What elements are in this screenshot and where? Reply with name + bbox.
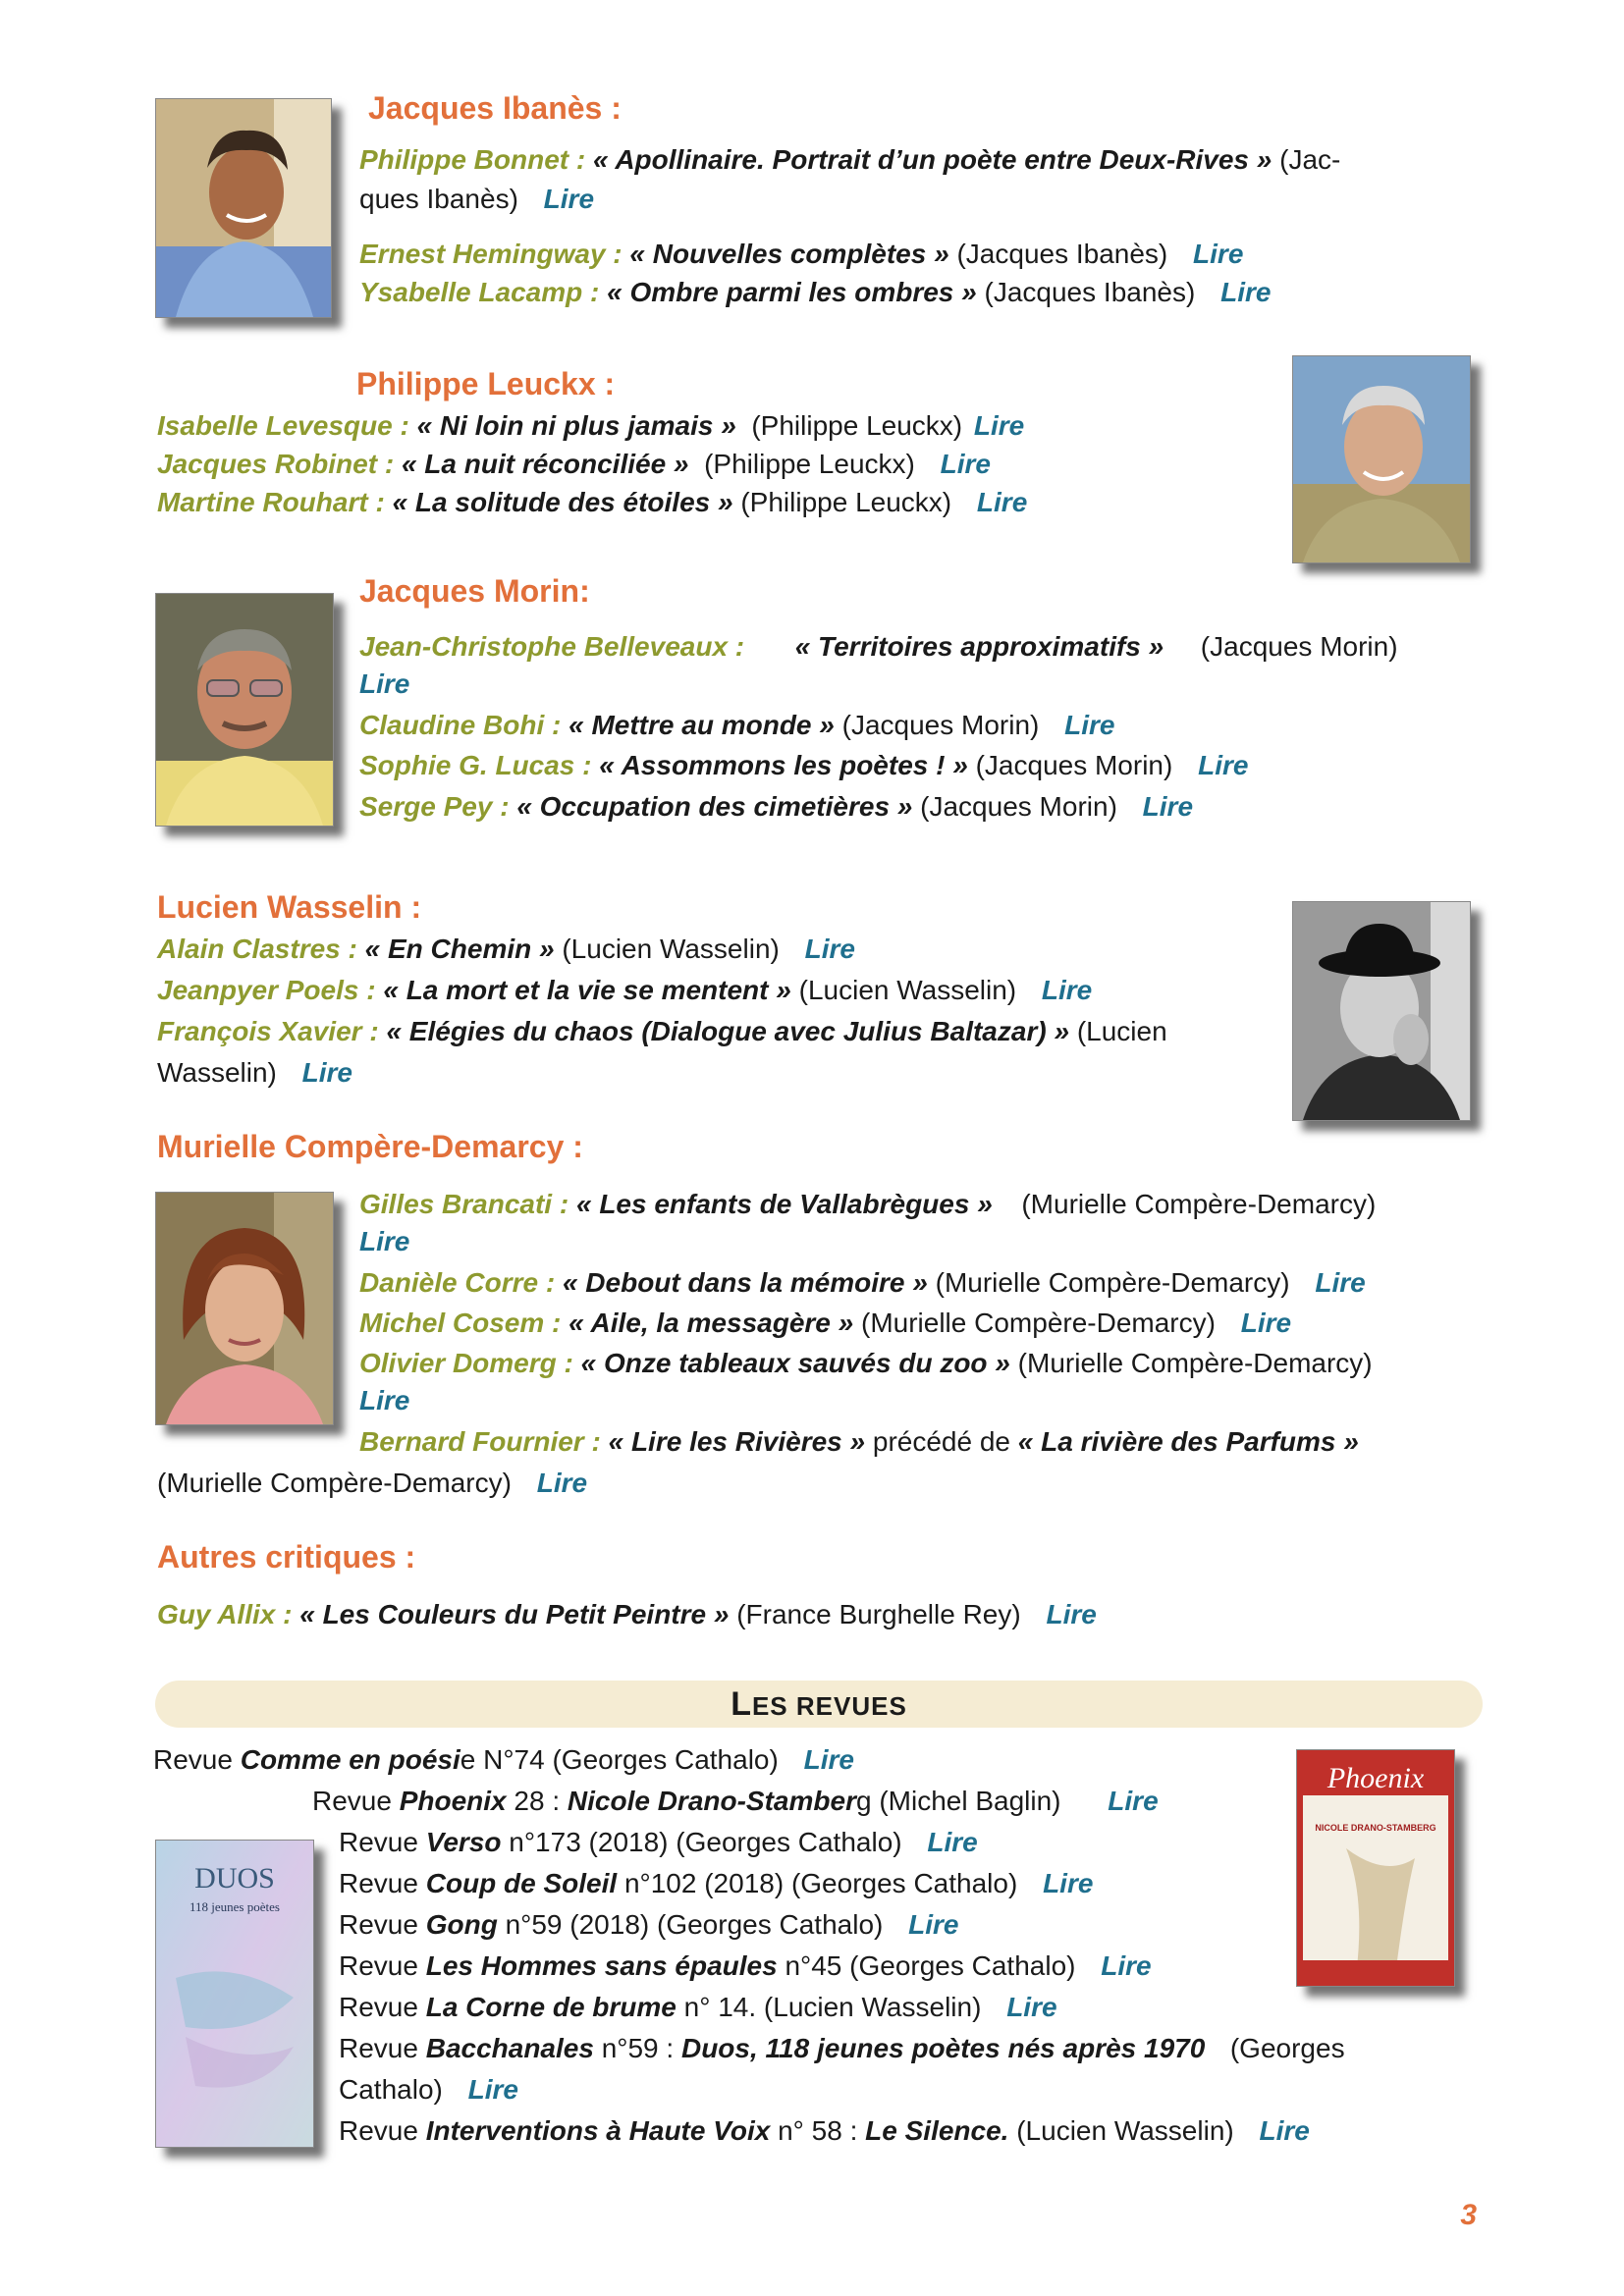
book-title: « Les Couleurs du Petit Peintre » bbox=[299, 1599, 730, 1629]
lire-link[interactable]: Lire bbox=[940, 449, 991, 479]
section-heading-jacques-ibanes: Jacques Ibanès : bbox=[368, 90, 622, 126]
section-heading-philippe-leuckx: Philippe Leuckx : bbox=[356, 366, 616, 401]
lire-link[interactable]: Lire bbox=[1142, 791, 1194, 822]
section-heading-autres-critiques: Autres critiques : bbox=[157, 1539, 416, 1575]
lire-link[interactable]: Lire bbox=[908, 1909, 959, 1940]
lire-link[interactable]: Lire bbox=[973, 410, 1025, 441]
revue-item bbox=[339, 1948, 1152, 1985]
review-entry bbox=[359, 1423, 1359, 1461]
revue-name: Phoenix bbox=[399, 1786, 507, 1816]
lire-link[interactable]: Lire bbox=[1220, 277, 1272, 307]
critic-name: (Murielle Compère-Demarcy) bbox=[157, 1468, 512, 1498]
critic-name: (Murielle Compère-Demarcy) bbox=[861, 1308, 1216, 1338]
revue-name: Coup de Soleil bbox=[425, 1868, 618, 1898]
lire-link[interactable]: Lire bbox=[1198, 750, 1249, 780]
book-title: « Nouvelles complètes » bbox=[629, 239, 949, 269]
review-entry bbox=[157, 1596, 1097, 1633]
critic-name: (Murielle Compère-Demarcy) bbox=[1017, 1348, 1373, 1378]
book-title: « En Chemin » bbox=[364, 934, 555, 964]
poet-name: Ysabelle Lacamp : bbox=[359, 277, 600, 307]
revue-details: g (Michel Baglin) bbox=[855, 1786, 1061, 1816]
book-title: « Assommons les poètes ! » bbox=[599, 750, 968, 780]
lire-link[interactable]: Lire bbox=[301, 1057, 353, 1088]
critic-name: Wasselin) bbox=[157, 1057, 277, 1088]
poet-name: Jean-Christophe Belleveaux : bbox=[359, 631, 745, 662]
revue-details: n°102 (2018) (Georges Cathalo) bbox=[623, 1868, 1018, 1898]
review-entry bbox=[157, 1013, 1167, 1050]
review-entry bbox=[157, 931, 855, 968]
revue-item-cont bbox=[339, 2071, 518, 2109]
link-text: précédé de bbox=[872, 1426, 1010, 1457]
review-entry bbox=[157, 407, 1024, 445]
review-entry-cont bbox=[359, 1382, 409, 1419]
poet-name: Guy Allix : bbox=[157, 1599, 293, 1629]
critic-name: (Lucien Wasselin) bbox=[1016, 2115, 1234, 2146]
revue-name: Gong bbox=[425, 1909, 498, 1940]
poet-name: Danièle Corre : bbox=[359, 1267, 556, 1298]
book-title: « Onze tableaux sauvés du zoo » bbox=[580, 1348, 1010, 1378]
book-title: « Ni loin ni plus jamais » bbox=[416, 410, 736, 441]
critic-name: (Lucien bbox=[1076, 1016, 1167, 1046]
poet-name: Jacques Robinet : bbox=[157, 449, 395, 479]
cover-duos bbox=[155, 1840, 314, 2148]
revues-banner bbox=[155, 1681, 1483, 1728]
lire-link[interactable]: Lire bbox=[1043, 1868, 1094, 1898]
banner-text: ES REVUES bbox=[751, 1691, 907, 1721]
critic-name: (Georges bbox=[1229, 2033, 1345, 2063]
revue-label: Revue bbox=[339, 2115, 418, 2146]
critic-name: (Jacques Morin) bbox=[841, 710, 1040, 740]
book-title: « La nuit réconciliée » bbox=[401, 449, 689, 479]
cover-subtitle: NICOLE DRANO-STAMBERG bbox=[1315, 1823, 1436, 1833]
lire-link[interactable]: Lire bbox=[804, 934, 855, 964]
review-entry bbox=[359, 1186, 1376, 1223]
revue-name: Bacchanales bbox=[425, 2033, 594, 2063]
revue-item bbox=[312, 1783, 1159, 1820]
book-title: « La mort et la vie se mentent » bbox=[383, 975, 791, 1005]
critic-name: (Jacques Morin) bbox=[1200, 631, 1398, 662]
cover-title: DUOS bbox=[194, 1862, 275, 1895]
revue-details: 28 : bbox=[514, 1786, 561, 1816]
photo-lucien-wasselin bbox=[1292, 901, 1471, 1121]
lire-link[interactable]: Lire bbox=[927, 1827, 978, 1857]
photo-jacques-ibanes bbox=[155, 98, 332, 318]
review-entry-cont bbox=[359, 666, 409, 703]
revue-name: Interventions à Haute Voix bbox=[425, 2115, 771, 2146]
review-entry bbox=[359, 1305, 1291, 1342]
poet-name: Sophie G. Lucas : bbox=[359, 750, 592, 780]
cover-phoenix bbox=[1296, 1749, 1455, 1987]
critic-name: (Jacques Morin) bbox=[975, 750, 1173, 780]
book-title: « La solitude des étoiles » bbox=[392, 487, 733, 517]
lire-link[interactable]: Lire bbox=[1315, 1267, 1366, 1298]
book-title: « Elégies du chaos (Dialogue avec Julius Baltazar) » bbox=[386, 1016, 1070, 1046]
lire-link[interactable]: Lire bbox=[543, 184, 595, 214]
lire-link[interactable]: Lire bbox=[1064, 710, 1115, 740]
poet-name: Ernest Hemingway : bbox=[359, 239, 623, 269]
photo-jacques-morin bbox=[155, 593, 334, 827]
book-title: « Les enfants de Vallabrègues » bbox=[575, 1189, 993, 1219]
poet-name: Alain Clastres : bbox=[157, 934, 357, 964]
critic-name: (Philippe Leuckx) bbox=[740, 487, 952, 517]
review-entry bbox=[359, 141, 1340, 179]
review-entry bbox=[359, 274, 1271, 311]
book-title: « Territoires approximatifs » bbox=[794, 631, 1164, 662]
book-title: « Aile, la messagère » bbox=[568, 1308, 854, 1338]
book-title: « Lire les Rivières » bbox=[608, 1426, 866, 1457]
revue-label: Revue bbox=[339, 1992, 418, 2022]
revue-subject: Nicole Drano-Stamber bbox=[567, 1786, 856, 1816]
critic-name: (Jacques Morin) bbox=[920, 791, 1117, 822]
lire-link[interactable]: Lire bbox=[359, 668, 410, 699]
critic-name: (Philippe Leuckx) bbox=[704, 449, 915, 479]
poet-name: Jeanpyer Poels : bbox=[157, 975, 376, 1005]
section-heading-murielle-compere-demarcy: Murielle Compère-Demarcy : bbox=[157, 1129, 583, 1164]
review-entry bbox=[359, 747, 1248, 784]
revue-label: Revue bbox=[339, 2033, 418, 2063]
revue-label: Revue bbox=[339, 1909, 418, 1940]
lire-link[interactable]: Lire bbox=[1193, 239, 1244, 269]
critic-name: (Murielle Compère-Demarcy) bbox=[1021, 1189, 1377, 1219]
critic-name: (France Burghelle Rey) bbox=[736, 1599, 1021, 1629]
photo-philippe-leuckx bbox=[1292, 355, 1471, 563]
cover-subtitle: 118 jeunes poètes bbox=[189, 1899, 280, 1914]
book-title: « Debout dans la mémoire » bbox=[562, 1267, 928, 1298]
revue-subject: Le Silence. bbox=[865, 2115, 1009, 2146]
section-heading-lucien-wasselin: Lucien Wasselin : bbox=[157, 889, 422, 925]
revue-details: n° 14. (Lucien Wasselin) bbox=[683, 1992, 982, 2022]
critic-name: (Murielle Compère-Demarcy) bbox=[935, 1267, 1290, 1298]
section-heading-jacques-morin: Jacques Morin: bbox=[359, 573, 590, 609]
review-entry-cont bbox=[157, 1465, 587, 1502]
review-entry bbox=[359, 707, 1115, 744]
revue-name: Les Hommes sans épaules bbox=[425, 1950, 778, 1981]
photo-murielle-compere-demarcy bbox=[155, 1192, 334, 1425]
review-entry bbox=[157, 484, 1027, 521]
review-entry-cont bbox=[359, 181, 594, 218]
poet-name: Serge Pey : bbox=[359, 791, 510, 822]
revue-item bbox=[339, 2112, 1310, 2150]
critic-name: (Philippe Leuckx) bbox=[751, 410, 963, 441]
revue-name: Comme en poési bbox=[240, 1744, 460, 1775]
revue-details: n°59 : bbox=[601, 2033, 675, 2063]
critic-name: (Lucien Wasselin) bbox=[562, 934, 780, 964]
lire-link[interactable]: Lire bbox=[803, 1744, 854, 1775]
banner-text: L bbox=[731, 1685, 752, 1723]
revue-name: La Corne de brume bbox=[425, 1992, 677, 2022]
lire-link[interactable]: Lire bbox=[359, 1385, 410, 1415]
review-entry bbox=[359, 236, 1243, 273]
revue-details: n°173 (2018) (Georges Cathalo) bbox=[509, 1827, 902, 1857]
lire-link[interactable]: Lire bbox=[1041, 975, 1093, 1005]
critic-name: (Jac- bbox=[1279, 144, 1341, 175]
lire-link[interactable]: Lire bbox=[1108, 1786, 1159, 1816]
revue-label: Revue bbox=[153, 1744, 233, 1775]
book-title: « Apollinaire. Portrait d’un poète entre Deux-Rives » bbox=[593, 144, 1272, 175]
revue-details: e N°74 (Georges Cathalo) bbox=[460, 1744, 779, 1775]
lire-link[interactable]: Lire bbox=[1240, 1308, 1292, 1338]
lire-link[interactable]: Lire bbox=[1046, 1599, 1097, 1629]
critic-name: (Jacques Ibanès) bbox=[956, 239, 1168, 269]
poet-name: Bernard Fournier : bbox=[359, 1426, 601, 1457]
revue-label: Revue bbox=[339, 1827, 418, 1857]
poet-name: François Xavier : bbox=[157, 1016, 379, 1046]
poet-name: Claudine Bohi : bbox=[359, 710, 562, 740]
revue-item bbox=[339, 1906, 958, 1944]
poet-name: Michel Cosem : bbox=[359, 1308, 562, 1338]
cover-title: Phoenix bbox=[1326, 1762, 1425, 1794]
lire-link[interactable]: Lire bbox=[1259, 2115, 1310, 2146]
review-entry bbox=[157, 446, 991, 483]
book-title: « Occupation des cimetières » bbox=[516, 791, 913, 822]
lire-link[interactable]: Lire bbox=[467, 2074, 518, 2105]
review-entry bbox=[359, 788, 1193, 826]
review-entry bbox=[359, 628, 1398, 666]
poet-name: Olivier Domerg : bbox=[359, 1348, 573, 1378]
revue-details: n°45 (Georges Cathalo) bbox=[785, 1950, 1076, 1981]
revue-details: n°59 (2018) (Georges Cathalo) bbox=[505, 1909, 884, 1940]
revue-details: n° 58 : bbox=[778, 2115, 858, 2146]
review-entry bbox=[359, 1264, 1366, 1302]
revue-name: Verso bbox=[425, 1827, 502, 1857]
revue-item bbox=[339, 1824, 978, 1861]
revue-label: Revue bbox=[312, 1786, 392, 1816]
revue-item bbox=[339, 1989, 1057, 2026]
revue-item bbox=[153, 1741, 854, 1779]
poet-name: Gilles Brancati : bbox=[359, 1189, 569, 1219]
critic-name: ques Ibanès) bbox=[359, 184, 518, 214]
poet-name: Martine Rouhart : bbox=[157, 487, 385, 517]
revue-subject: Duos, 118 jeunes poètes nés après 1970 bbox=[680, 2033, 1206, 2063]
revue-item bbox=[339, 1865, 1093, 1902]
lire-link[interactable]: Lire bbox=[976, 487, 1028, 517]
critic-name: (Lucien Wasselin) bbox=[798, 975, 1017, 1005]
book-title: « Ombre parmi les ombres » bbox=[607, 277, 977, 307]
revue-item bbox=[339, 2030, 1345, 2067]
lire-link[interactable]: Lire bbox=[359, 1226, 410, 1256]
poet-name: Philippe Bonnet : bbox=[359, 144, 586, 175]
revue-label: Revue bbox=[339, 1868, 418, 1898]
lire-link[interactable]: Lire bbox=[1101, 1950, 1152, 1981]
lire-link[interactable]: Lire bbox=[536, 1468, 588, 1498]
revue-label: Revue bbox=[339, 1950, 418, 1981]
book-title: « Mettre au monde » bbox=[568, 710, 835, 740]
page-number: 3 bbox=[1460, 2199, 1477, 2231]
review-entry bbox=[157, 972, 1092, 1009]
review-entry-cont bbox=[157, 1054, 352, 1092]
poet-name: Isabelle Levesque : bbox=[157, 410, 409, 441]
critic-name: (Jacques Ibanès) bbox=[984, 277, 1196, 307]
review-entry bbox=[359, 1345, 1373, 1382]
lire-link[interactable]: Lire bbox=[1006, 1992, 1057, 2022]
critic-name: Cathalo) bbox=[339, 2074, 443, 2105]
book-title: « La rivière des Parfums » bbox=[1017, 1426, 1359, 1457]
review-entry-cont bbox=[359, 1223, 409, 1260]
